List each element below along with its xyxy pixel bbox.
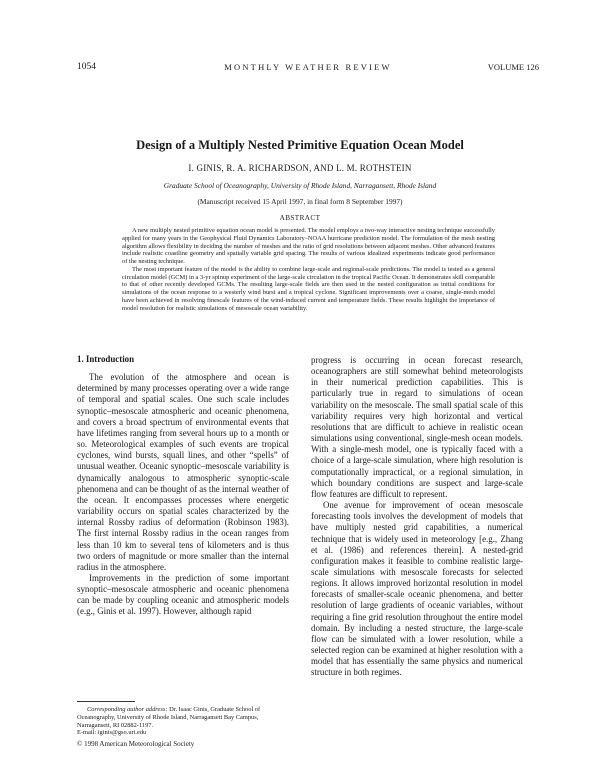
paper-title: Design of a Multiply Nested Primitive Equation Ocean Model	[136, 138, 464, 152]
copyright: © 1998 American Meteorological Society	[77, 740, 195, 748]
affiliation: Graduate School of Oceanography, University of Rhode Island, Narragansett, Rhode Island	[163, 181, 437, 190]
footnote-email: E-mail: iginis@gso.uri.edu	[77, 729, 147, 737]
body-paragraph: progress is occurring in ocean forecast research, oceanographers are still somewhat behind meteorologists in their numerical prediction capabilities. This is particularly true in regard to simulations of ocean variability on the mesoscale. The small spatial scale of this variability requires very high horizontal and vertical resolutions that are difficult to achieve in realistic ocean simulations using conventional, single-mesh ocean models. With a single-mesh model, one is typically faced with a choice of a large-scale simulation, where high resolution is computationally impractical, or a regional simulation, in which boundary conditions are suspect and large-scale flow features are difficult to represent.	[311, 355, 523, 499]
footnote-divider	[77, 701, 135, 702]
footnote	[77, 706, 289, 737]
footnote-label: Corresponding author address:	[87, 706, 168, 713]
body-paragraph: One avenue for improvement of ocean mesoscale forecasting tools involves the development of models that have multiply nested grid capabilities, a numerical technique that is widely used in meteorology [e.g., Zhang et al. (1986) and references therein]. A nested-grid configuration makes it feasible to combine realistic large-scale simulations with mesoscale forecasts for selected regions. It allows improved horizontal resolution in model forecasts of smaller-scale oceanic phenomena, and better resolution of large gradients of oceanic variables, without requiring a fine grid resolution throughout the entire model domain. By including a nested structure, the large-scale flow can be simulated with a lower resolution, while a selected region can be examined at higher resolution with a model that has essentially the same physics and numerical structure in both regimes.	[311, 500, 523, 678]
journal-name: MONTHLY WEATHER REVIEW	[224, 62, 392, 72]
section-heading: 1. Introduction	[77, 354, 135, 364]
left-column	[77, 354, 289, 618]
page-number: 1054	[77, 62, 96, 72]
abstract-paragraph: The most important feature of the model is the ability to combine large-scale and regional-scale predictions. The model is tested as a general circulation model (GCM) in a 3-yr spinup experiment of the large-scale circulation in the tropical Pacific Ocean. It demonstrates skill comparable to that of other recently developed GCMs. The resulting large-scale fields are then used in the nested configuration as initial conditions for simulations of the ocean response to a westerly wind burst and a tropical cyclone. Significant improvements over a coarse, single-mesh model have been achieved in resolving finescale features of the wind-induced current and temperature fields. These results highlight the importance of model resolution for realistic simulations of mesoscale ocean variability.	[122, 265, 495, 312]
manuscript-dates: (Manuscript received 15 April 1997, in final form 8 September 1997)	[197, 197, 403, 206]
footnote-text: Dr. Isaac Ginis, Graduate School of Oceanography, University of Rhode Island, Narragansett Bay Campus, Narragansett, RI 02882-1197.	[77, 706, 261, 729]
authors: I. GINIS, R. A. RICHARDSON, AND L. M. ROTHSTEIN	[188, 163, 412, 173]
body-paragraph: The evolution of the atmosphere and ocean is determined by many processes operating over a wide range of temporal and spatial scales. One such scale includes synoptic–mesoscale atmospheric and oceanic phenomena, and covers a broad spectrum of environmental events that have lifetimes ranging from several hours up to a month or so. Meteorological examples of such events are tropical cyclones, wind bursts, squall lines, and other “spells” of unusual weather. Oceanic synoptic–mesoscale variability is dynamically analogous to atmospheric synoptic-scale phenomena and can be thought of as the internal weather of the ocean. It encompasses processes where energetic variability occurs on spatial scales characterized by the internal Rossby radius of deformation (Robinson 1983). The first internal Rossby radius in the ocean ranges from less than 10 km to several tens of kilometers and is thus two orders of magnitude or more smaller than the internal radius in the atmosphere.	[77, 372, 289, 572]
body-paragraph: Improvements in the prediction of some important synoptic–mesoscale atmospheric and oceanic phenomena can be made by coupling oceanic and atmospheric models (e.g., Ginis et al. 1997). However, although rapid	[77, 572, 289, 617]
abstract-heading: ABSTRACT	[279, 214, 321, 222]
volume-label: VOLUME 126	[487, 62, 539, 72]
abstract-body	[122, 227, 495, 312]
right-column	[311, 355, 523, 679]
abstract-paragraph: A new multiply nested primitive equation ocean model is presented. The model employs a two-way interactive nesting technique successfully applied for many years in the Geophysical Fluid Dynamics Laboratory–NOAA hurricane prediction model. The formulation of the mesh nesting algorithm allows flexibility in deciding the number of meshes and the ratio of grid resolutions between adjacent meshes. Other advanced features include realistic coastline geometry and spatially variable grid spacing. The results of various idealized experiments indicate good performance of the nesting technique.	[122, 227, 495, 265]
running-head	[77, 62, 539, 74]
